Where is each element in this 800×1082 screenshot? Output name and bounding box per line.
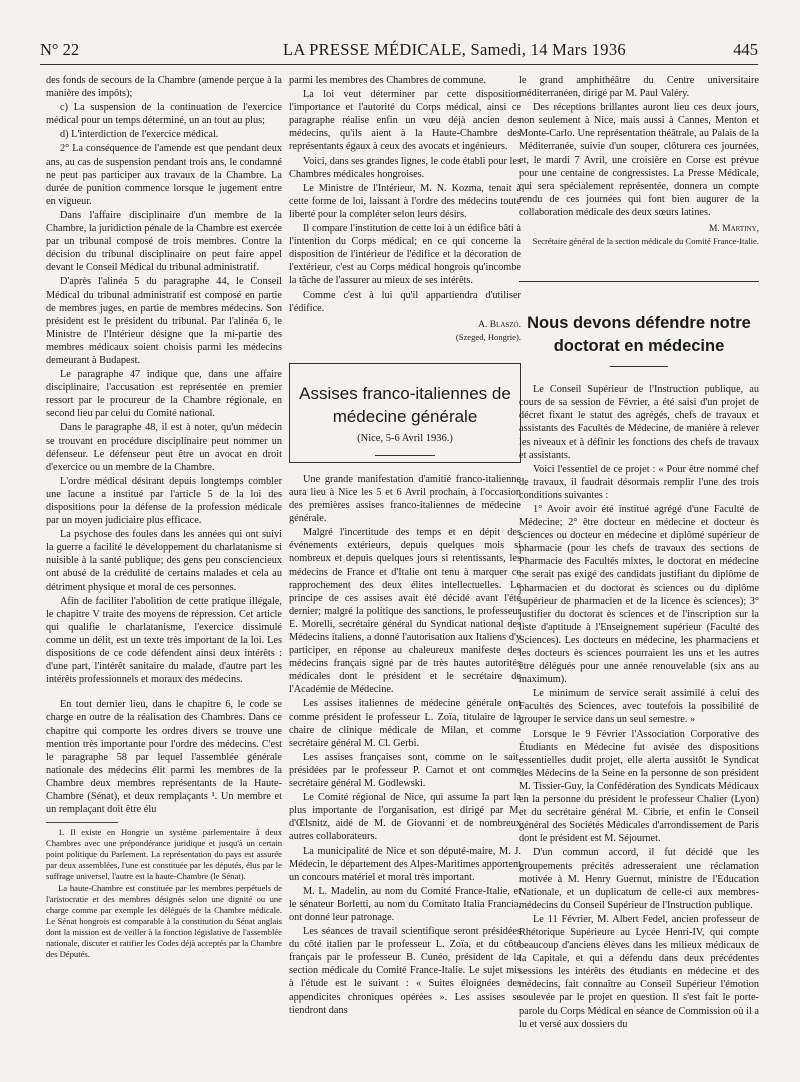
paragraph: La municipalité de Nice et son député-maire, M. J. Médecin, le département des Alpes-Maritimes apportent un concours matériel et moral très important. xyxy=(289,845,521,883)
author-signature: A. Blaszó. xyxy=(478,319,521,330)
column-2 xyxy=(289,74,521,1017)
header-rule xyxy=(40,64,758,65)
article-subtitle: (Nice, 5-6 Avril 1936.) xyxy=(357,432,453,444)
paragraph: Le Ministre de l'Intérieur, M. N. Kozma, tenait à cette forme de loi, laissant à l'ordre des médecins toute liberté pour la compléter selon leurs désirs. xyxy=(289,182,521,220)
paragraph: Des réceptions brillantes auront lieu ces deux jours, non seulement à Nice, mais aussi à Cannes, Menton et Monte-Carlo. Une représentation théâtrale, au Palais de la Méditerranée, suivie d'un souper, clôturera ces journées, et, le mardi 7 Avril, une croisière en Corse est prévue pour une centaine de congressistes. La Presse Médicale, qui sera spécialement représentée, donnera un compte rendu de ces journées qui font bien augurer de la collaboration médicale des deux sœurs latines. xyxy=(519,102,759,218)
paragraph: c) La suspension de la continuation de l'exercice médical pour un temps déterminé, un an tout au plus; xyxy=(46,102,282,127)
footnote-rule xyxy=(46,822,118,823)
paragraph: Il compare l'institution de cette loi à un édifice bâti à l'intention du Corps médical; en ce qui concerne la disposition de l'intérieur de l'édifice et la décoration de l'extérieur, c'est au Corps médical hongrois qu'incombe la tâche de l'assurer au mieux de ses intérêts. xyxy=(289,223,521,287)
paragraph: d) L'interdiction de l'exercice médical. xyxy=(60,129,219,141)
paragraph: D'un commun accord, il fut décidé que les groupements précités adresseraient une réclamation motivée à M. Henry Guernut, ministre de l'Education Nationale, et un duplicatum de celle-ci aux membres-médecins du Conseil Supérieur de l'Instruction publique. xyxy=(519,847,759,911)
paragraph: D'après l'alinéa 5 du paragraphe 44, le Conseil Médical du tribunal administratif est composé en partie de membres juges, en partie de membres médecins. Son président est le président du tribunal. Par l'alinéa 6, le Ministre de l'Intérieur désigne que la mi-partie des membres médicaux soient choisis parmi les médecins demeurant à Budapest. xyxy=(46,276,282,366)
issue-number: N° 22 xyxy=(40,40,80,59)
page-number: 445 xyxy=(733,40,758,59)
title-rule xyxy=(610,366,668,367)
paragraph: M. L. Madelin, au nom du Comité France-Italie, et le sénateur Borletti, au nom du Comitato Italia Francia, ont donné leur patronage. xyxy=(289,885,521,923)
journal-title: LA PRESSE MÉDICALE, Samedi, 14 Mars 1936 xyxy=(283,40,626,59)
paragraph: Comme c'est à lui qu'il appartiendra d'utiliser l'édifice. xyxy=(289,289,521,314)
paragraph: 1° Avoir avoir été institué agrégé d'une Faculté de Médecine; 2° être docteur en médecine et docteur ès sciences ou docteur en médecine et diplômé supérieur de pharmacie (pour les chefs de travaux des sections de Pharmacie des Facultés mixtes, le doctorat en médecine ne serait pas exigé des candidats justifiant du diplôme de pharmacien et du doctorat ès sciences ou du diplôme supérieur de pharmacien et de la licence ès sciences); 3° justifier du doctorat ès sciences et de l'inscription sur la liste d'aptitude à l'Enseignement supérieur (Faculté des Sciences). Les docteurs en médecine, les pharmaciens et les docteurs ès sciences pourraient les uns et les autres être délégués pour une année renouvelable (six ans au maximum). xyxy=(519,503,759,686)
paragraph: L'ordre médical désirant depuis longtemps combler une lacune a institué par l'article 5 de la loi des dispositions pour la défense de la profession médicale par un moyen judiciaire plus efficace. xyxy=(46,475,282,527)
page-header xyxy=(40,36,758,60)
paragraph: La loi veut déterminer par cette disposition l'importance et l'autorité du Corps médical, ainsi ce paragraphe réalise enfin un vœu déjà ancien des médecins, qu'ils aient à la Haute-Chambre des représentants égaux à ceux des avocats et ingénieurs. xyxy=(289,89,521,153)
author-role: Secrétaire général de la section médicale du Comité France-Italie. xyxy=(532,236,759,247)
paragraph: La psychose des foules dans les années qui ont suivi la guerre a facilité le développement du charlatanisme si nuisible à la santé publique; des gens peu consciencieux ont abusé de la crédulité de certains malades et cela au détriment physique et moral de ces personnes. xyxy=(46,529,282,593)
paragraph: Malgré l'incertitude des temps et en dépit des événements extérieurs, depuis quelques mois si nombreux et depuis quelques jours si retentissants, les médecins de France et d'Italie ont tenu à marquer ce rapprochement des deux élites intellectuelles. Le principe de ces assises avait été décidé avant l'été dernier; malgré la politique des sanctions, le professeur E. Morelli, secrétaire général du Syndicat national des Médecins italiens, a donné l'autorisation aux Italiens d'y participer, en réponse au chaleureux manifeste des médecins français signé par de très hautes autorités médicales dont le président et le secrétaire de l'Académie de Médecine. xyxy=(289,527,521,696)
paragraph: Dans le paragraphe 48, il est à noter, qu'un médecin se trouvant en procédure disciplinaire peut nommer un défenseur. Le défenseur peut être un avocat en droit d'exercice ou un membre de la Chambre. xyxy=(46,422,282,473)
title-rule xyxy=(375,455,435,456)
article-header xyxy=(519,281,759,367)
paragraph: Le minimum de service serait assimilé à celui des Facultés des Sciences, avec toutefois la possibilité de grouper le service dans un seul semestre. » xyxy=(519,688,759,726)
paragraph: Les séances de travail scientifique seront présidées du côté italien par le professeur L. Zoïa, et du côté français par le professeur B. Cunéo, président de la section médicale du Comité France-Italie. Le sujet mis à l'étude est le suivant : « Suites éloignées des appendicites chroniques opérées ». Les assises se tiendront dans xyxy=(289,926,521,1016)
paragraph: 2° La conséquence de l'amende est que pendant deux ans, au cas de suspension pendant trois ans, le condamné ne peut pas participer aux travaux de la Chambre. La durée de punition commence lorsque le jugement entre en vigueur. xyxy=(46,143,282,207)
paragraph: Le paragraphe 47 indique que, dans une affaire disciplinaire, l'accusation est représentée en premier ressort par le procureur de la Chambre régionale, en second lieu par celui du Comité national. xyxy=(46,369,282,420)
article-title: Assises franco-italiennes de médecine générale xyxy=(299,383,511,426)
paragraph: Le Conseil Supérieur de l'Instruction publique, au cours de sa session de Février, a été saisi d'un projet de décret fixant le statut des agrégés, chefs de travaux et assistants des Facultés de Médecine, de manière à relever les niveaux et à définir les fonctions des chefs de travaux et assistants. xyxy=(519,384,759,461)
paragraph: Voici l'essentiel de ce projet : « Pour être nommé chef de travaux, il faudrait désormais remplir l'une des trois conditions suivantes : xyxy=(519,463,759,501)
paragraph: Dans l'affaire disciplinaire d'un membre de la Chambre, la juridiction pénale de la Chambre est exercée par un tribunal composé de trois membres. Contre la décision du tribunal disciplinaire on peut faire appel devant le Conseil Médical du tribunal administratif. xyxy=(46,209,282,274)
paragraph: Les assises françaises sont, comme on le sait, présidées par le professeur P. Carnot et ont comme secrétaire général M. Godlewski. xyxy=(289,751,521,790)
paragraph: le grand amphithéâtre du Centre universitaire méditerranéen, dirigé par M. Paul Valéry. xyxy=(519,75,759,100)
paragraph: Le Comité régional de Nice, qui assume la part la plus importante de l'organisation, est dirigé par M. d'Œlsnitz, aidé de M. de Giovanni et de nombreux autres collaborateurs. xyxy=(289,792,521,843)
paragraph: Lorsque le 9 Février l'Association Corporative des Étudiants en Médecine fut avisée des dispositions essentielles dudit projet, elle alerta aussitôt le Syndicat des Médecins de la Seine en la personne de son président M. Tissier-Guy, la Confédération des Syndicats Médicaux en la personne du président le professeur Chalier (Lyon) et du secrétaire général M. Cibrie, et enfin le Conseil général des Sociétés Médicales d'arrondissement de Paris dont le président est M. Séjournet. xyxy=(519,728,759,845)
footnote: 1. Il existe en Hongrie un système parlementaire à deux Chambres avec une prépondérance juridique et jusqu'à un certain point politique du Parlement. La représentation du pays est assurée par deux assemblées, l'une est constituée par les députés, élus par le suffrage universel, l'autre est la haute-Chambre (le Sénat). xyxy=(46,827,282,882)
article-title-box xyxy=(289,363,521,463)
paragraph: Voici, dans ses grandes lignes, le code établi pour les Chambres médicales hongroises. xyxy=(289,155,521,180)
column-1 xyxy=(46,74,282,960)
paragraph: parmi les membres des Chambres de commune. xyxy=(289,75,487,86)
author-signature: M. Martiny, xyxy=(708,224,759,235)
footnotes xyxy=(46,827,282,960)
paragraph: Une grande manifestation d'amitié franco-italienne aura lieu à Nice les 5 et 6 Avril prochain, à l'occasion des premières assises franco-italiennes de médecine générale. xyxy=(289,473,521,525)
paragraph: des fonds de secours de la Chambre (amende perçue à la manière des impôts); xyxy=(46,75,282,100)
author-location: (Szeged, Hongrie). xyxy=(455,331,521,342)
paragraph: Afin de faciliter l'abolition de cette pratique illégale, le chapitre V traite des moyens de répression. Cet article qui qualifie le charlatanisme, l'exercice dissimulé comme un délit, est un texte très important de la loi. Les dispositions de ce code défendent ainsi deux intérêts : d'une part, l'intérêt sanitaire du malade, d'autre part les intérêts professionnels et moraux des médecins. xyxy=(46,595,282,686)
footnote: La haute-Chambre est constituée par les membres perpétuels de l'aristocratie et des membres désignés selon une dignité ou une charge comme par exemple les délégués de la Chambre médicale. Le Sénat hongrois est comparable à la constitution du Sénat anglais dont la mission est de veiller à la fonction législative de l'assemblée nationale, discuter et ratifier les Codes déjà acceptés par la Chambre des Députés. xyxy=(46,883,282,960)
article-title: Nous devons défendre notre doctorat en médecine xyxy=(527,314,751,356)
paragraph: Le 11 Février, M. Albert Fedel, ancien professeur de Rhétorique Supérieure au Lycée Henri-IV, qui compte beaucoup d'anciens élèves dans les milieux médicaux de la Capitale, et qui a défendu dans deux précédentes sessions les intérêts des étudiants en médecine et des médecins, fait connaître au Conseil Supérieur l'émotion soulevée par le projet en question. Il s'est fait le porte-parole du Corps Médical en séance de Commission où il a lu et versé aux dossiers du xyxy=(519,913,759,1030)
paragraph: Les assises italiennes de médecine générale ont comme président le professeur L. Zoïa, titulaire de la chaire de clinique médicale de Milan, et comme secrétaire général M. Cl. Gerbi. xyxy=(289,698,521,749)
column-3 xyxy=(519,74,759,1031)
paragraph: En tout dernier lieu, dans le chapitre 6, le code se charge en outre de la réalisation des Chambres. Dans ce chapitre qui comporte les ordres divers se trouve une mention très importante pour l'ordre des médecins. C'est le paragraphe 58 par lequel l'assemblée générale nationale des médecins élit parmi les membres de la Chambre deux membres représentants de la Haute-Chambre (Sénat), et deux remplaçants ¹. Un membre et un remplaçant doit être élu xyxy=(46,699,282,816)
